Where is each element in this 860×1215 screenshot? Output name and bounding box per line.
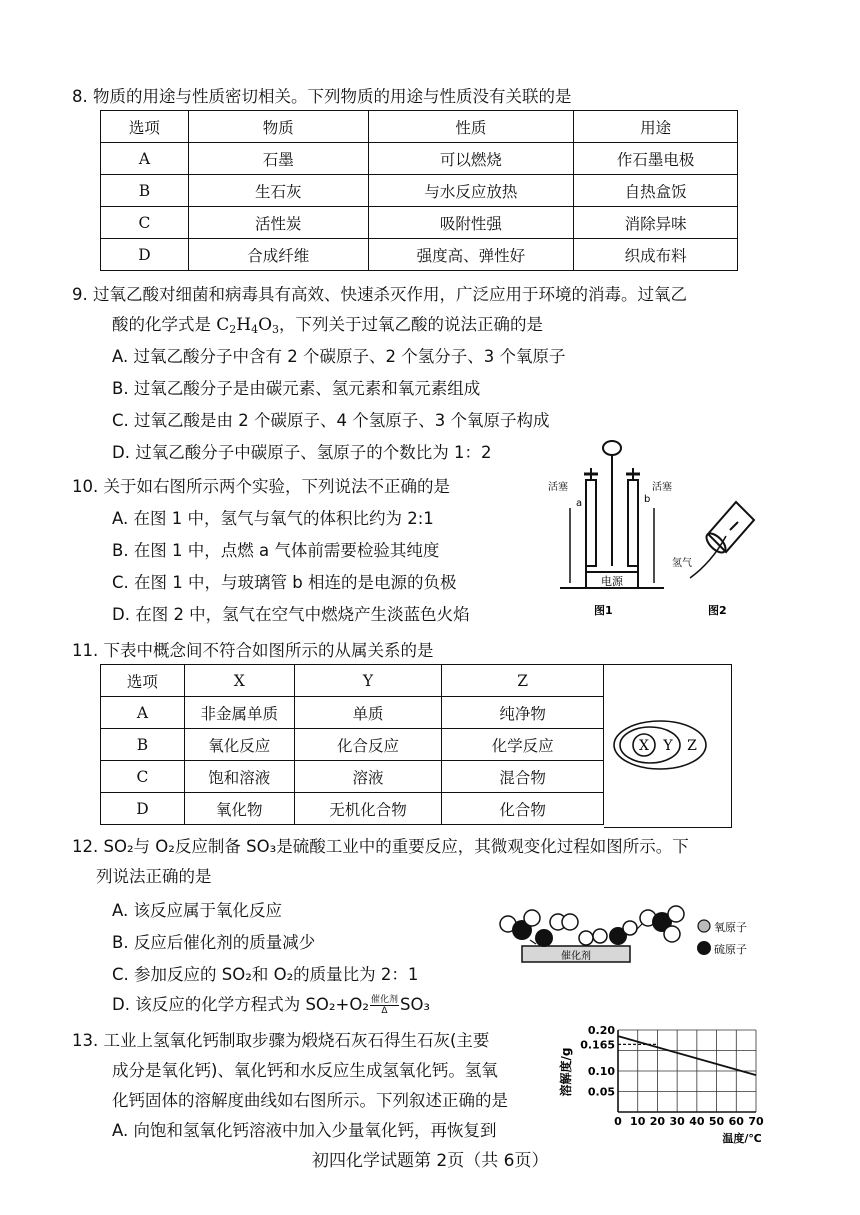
y-tick-label: 0.05 bbox=[587, 1085, 615, 1099]
q9-option-d: D. 过氧乙酸分子中碳原子、氢原子的个数比为 1：2 bbox=[112, 443, 492, 462]
q9-option-b: B. 过氧乙酸分子是由碳元素、氢元素和氧元素组成 bbox=[112, 379, 481, 398]
s-atom bbox=[535, 929, 553, 947]
q11-cell: X bbox=[184, 665, 294, 697]
formula-sub-c: 2 bbox=[229, 323, 237, 336]
q9-stem-line1: 9. 过氧乙酸对细菌和病毒具有高效、快速杀灭作用，广泛应用于环境的消毒。过氧乙 bbox=[72, 285, 687, 304]
condition-catalyst: 催化剂 bbox=[370, 995, 398, 1005]
q8-cell: D bbox=[101, 239, 189, 271]
q8-cell: 作石墨电极 bbox=[574, 143, 738, 175]
q13-stem-line3: 化钙固体的溶解度曲线如右图所示。下列叙述正确的是 bbox=[112, 1091, 508, 1110]
q8-cell: 活性炭 bbox=[188, 207, 368, 239]
label-piston-right: 活塞 bbox=[652, 482, 672, 493]
fig2-caption: 图2 bbox=[708, 604, 727, 617]
o-atom bbox=[668, 906, 684, 922]
condition-heat: Δ bbox=[381, 1006, 388, 1016]
q11-cell: A bbox=[101, 697, 185, 729]
q9-stem-pre: 酸的化学式是 bbox=[112, 315, 217, 334]
q8-row bbox=[101, 239, 738, 271]
q12-option-d-pre: D. 该反应的化学方程式为 SO₂+O₂ bbox=[112, 995, 369, 1014]
catalyst-label: 催化剂 bbox=[561, 951, 591, 962]
q11-row bbox=[101, 761, 604, 793]
q11-diagram bbox=[604, 665, 730, 825]
x-tick-label: 60 bbox=[728, 1115, 744, 1128]
chart-y-ticks bbox=[580, 1024, 615, 1099]
q8-cell: 吸附性强 bbox=[368, 207, 574, 239]
q11-cell: 混合物 bbox=[442, 761, 604, 793]
y-tick-label: 0.165 bbox=[580, 1038, 615, 1052]
q9-option-a: A. 过氧乙酸分子中含有 2 个碳原子、2 个氢分子、3 个氧原子 bbox=[112, 347, 566, 366]
q11-cell: B bbox=[101, 729, 185, 761]
q11-header-row bbox=[101, 665, 604, 697]
q13-option-a: A. 向饱和氢氧化钙溶液中加入少量氧化钙，再恢复到 bbox=[112, 1121, 497, 1140]
q12-option-a: A. 该反应属于氧化反应 bbox=[112, 901, 282, 920]
chart-x-label: 温度/℃ bbox=[722, 1132, 762, 1145]
chart-series bbox=[618, 1036, 756, 1075]
q8-cell: 石墨 bbox=[188, 143, 368, 175]
q11-diagram-cell bbox=[604, 664, 732, 828]
q8-row bbox=[101, 175, 738, 207]
label-z: Z bbox=[687, 738, 697, 754]
q12-stem-line1: 12. SO₂与 O₂反应制备 SO₃是硫酸工业中的重要反应，其微观变化过程如图所示。下 bbox=[72, 837, 689, 856]
q8-cell: 消除异味 bbox=[574, 207, 738, 239]
chart-y-label: 溶解度/g bbox=[559, 1047, 573, 1097]
x-tick-label: 40 bbox=[689, 1115, 705, 1128]
label-y: Y bbox=[663, 738, 673, 754]
q11-cell: 非金属单质 bbox=[184, 697, 294, 729]
formula-sub-o: 3 bbox=[272, 323, 280, 336]
formula-o: O bbox=[258, 315, 273, 335]
q10-stem: 10. 关于如右图所示两个实验，下列说法不正确的是 bbox=[72, 477, 450, 496]
x-tick-label: 70 bbox=[748, 1115, 764, 1128]
funnel-top bbox=[603, 441, 621, 455]
q8-stem: 8. 物质的用途与性质密切相关。下列物质的用途与性质没有关联的是 bbox=[72, 87, 572, 106]
o-atom bbox=[579, 931, 593, 945]
beaker-inverted bbox=[708, 502, 754, 552]
q8-cell: B bbox=[101, 175, 189, 207]
x-tick-label: 0 bbox=[614, 1115, 622, 1128]
legend-o-label: 氧原子 bbox=[714, 921, 747, 934]
q8-table bbox=[100, 110, 738, 271]
q11-row bbox=[101, 697, 604, 729]
q13-stem-line2: 成分是氧化钙)、氧化钙和水反应生成氢氧化钙。氢氧 bbox=[112, 1061, 498, 1080]
x-tick-label: 50 bbox=[708, 1115, 725, 1128]
y-tick-label: 0.20 bbox=[587, 1024, 615, 1037]
q11-cell: 无机化合物 bbox=[294, 793, 442, 825]
q8-cell: 选项 bbox=[101, 111, 189, 143]
q11-cell: 化合物 bbox=[442, 793, 604, 825]
q13-stem-line1: 13. 工业上氢氧化钙制取步骤为煅烧石灰石得生石灰(主要 bbox=[72, 1031, 490, 1050]
tube-a bbox=[586, 480, 596, 566]
q11-row bbox=[101, 729, 604, 761]
q10-option-a: A. 在图 1 中，氢气与氧气的体积比约为 2:1 bbox=[112, 509, 434, 528]
label-b: b bbox=[644, 494, 651, 505]
formula-c: C bbox=[216, 315, 230, 335]
label-a: a bbox=[576, 498, 583, 509]
q11-cell: 纯净物 bbox=[442, 697, 604, 729]
o-atom bbox=[664, 926, 680, 942]
q8-cell: 合成纤维 bbox=[188, 239, 368, 271]
legend-o-icon bbox=[698, 920, 710, 932]
q8-cell: 用途 bbox=[574, 111, 738, 143]
power-label: 电源 bbox=[601, 575, 623, 588]
q8-cell: 自热盒饭 bbox=[574, 175, 738, 207]
q8-cell: 可以燃烧 bbox=[368, 143, 574, 175]
q8-cell: 性质 bbox=[368, 111, 574, 143]
q8-cell: 与水反应放热 bbox=[368, 175, 574, 207]
q8-cell: 强度高、弹性好 bbox=[368, 239, 574, 271]
q9-stem-line2 bbox=[112, 314, 543, 341]
o-atom bbox=[593, 929, 607, 943]
q9-option-c: C. 过氧乙酸是由 2 个碳原子、4 个氢原子、3 个氧原子构成 bbox=[112, 411, 550, 430]
q9-formula bbox=[216, 315, 279, 335]
q11-cell: Y bbox=[294, 665, 442, 697]
q12-figure bbox=[496, 900, 776, 972]
q9-stem-post: ，下列关于过氧乙酸的说法正确的是 bbox=[279, 315, 544, 334]
solubility-curve bbox=[618, 1036, 756, 1075]
q11-cell: 化学反应 bbox=[442, 729, 604, 761]
reaction-condition bbox=[370, 995, 399, 1016]
o-atom bbox=[524, 910, 540, 926]
q11-cell: 溶液 bbox=[294, 761, 442, 793]
q11-cell: C bbox=[101, 761, 185, 793]
legend-s-label: 硫原子 bbox=[714, 943, 747, 956]
gas-label: 氢气 bbox=[672, 558, 692, 569]
x-tick-label: 30 bbox=[669, 1115, 685, 1128]
y-tick-label: 0.10 bbox=[587, 1065, 615, 1078]
q11-stem: 11. 下表中概念间不符合如图所示的从属关系的是 bbox=[72, 641, 434, 660]
formula-h: H bbox=[236, 315, 252, 335]
q11-table bbox=[100, 664, 604, 825]
q10-option-c: C. 在图 1 中，与玻璃管 b 相连的是电源的负极 bbox=[112, 573, 457, 592]
q10-option-d: D. 在图 2 中，氢气在空气中燃烧产生淡蓝色火焰 bbox=[112, 605, 470, 624]
q12-option-d bbox=[112, 994, 430, 1016]
formula-sub-h: 4 bbox=[251, 323, 259, 336]
q11-cell: 氧化反应 bbox=[184, 729, 294, 761]
q8-cell: A bbox=[101, 143, 189, 175]
tube-b bbox=[628, 480, 638, 566]
q8-cell: 织成布料 bbox=[574, 239, 738, 271]
q8-cell: 生石灰 bbox=[188, 175, 368, 207]
q10-option-b: B. 在图 1 中，点燃 a 气体前需要检验其纯度 bbox=[112, 541, 440, 560]
q11-cell: 化合反应 bbox=[294, 729, 442, 761]
chart-x-ticks bbox=[614, 1115, 764, 1128]
q8-cell: C bbox=[101, 207, 189, 239]
q12-option-b: B. 反应后催化剂的质量减少 bbox=[112, 933, 316, 952]
x-tick-label: 10 bbox=[630, 1115, 646, 1128]
q12-option-c: C. 参加反应的 SO₂和 O₂的质量比为 2：1 bbox=[112, 965, 419, 984]
label-piston-left: 活塞 bbox=[548, 482, 568, 493]
q12-option-d-post: SO₃ bbox=[399, 995, 431, 1014]
legend-s-icon bbox=[697, 941, 711, 955]
q11-cell: 单质 bbox=[294, 697, 442, 729]
label-x: X bbox=[639, 738, 649, 754]
q10-figure bbox=[540, 438, 770, 618]
o-atom bbox=[562, 914, 578, 930]
q12-stem-line2: 列说法正确的是 bbox=[96, 867, 212, 886]
q8-row bbox=[101, 207, 738, 239]
page-footer: 初四化学试题第 2页（共 6页） bbox=[312, 1151, 549, 1171]
q8-header-row bbox=[101, 111, 738, 143]
q11-cell: Z bbox=[442, 665, 604, 697]
q8-row bbox=[101, 143, 738, 175]
q11-cell: 氧化物 bbox=[184, 793, 294, 825]
q11-cell: 选项 bbox=[101, 665, 185, 697]
q11-cell: 饱和溶液 bbox=[184, 761, 294, 793]
fig1-caption: 图1 bbox=[594, 604, 613, 617]
q8-cell: 物质 bbox=[188, 111, 368, 143]
o-atom bbox=[623, 921, 637, 935]
solubility-chart bbox=[556, 1016, 776, 1148]
x-tick-label: 20 bbox=[649, 1115, 666, 1128]
q11-cell: D bbox=[101, 793, 185, 825]
q11-row bbox=[101, 793, 604, 825]
